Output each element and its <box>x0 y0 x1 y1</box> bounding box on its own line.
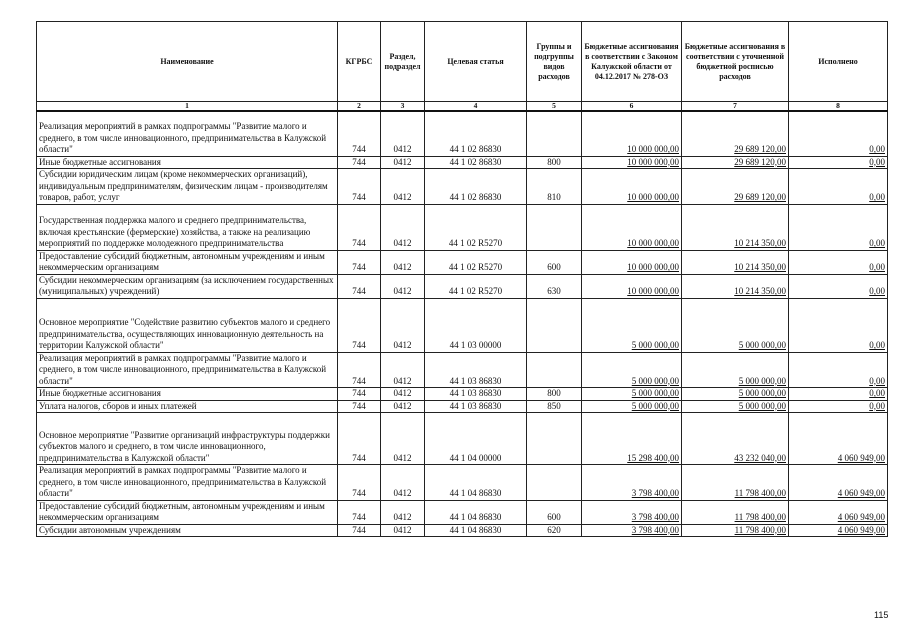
row-executed-amount: 4 060 949,00 <box>789 500 888 524</box>
header-target: Целевая статья <box>425 22 527 102</box>
row-law-amount: 10 000 000,00 <box>582 274 682 298</box>
row-target-article: 44 1 02 86830 <box>425 156 527 169</box>
row-target-article: 44 1 02 86830 <box>425 169 527 205</box>
table-row <box>37 298 888 352</box>
row-kgrbs: 744 <box>338 250 381 274</box>
page-number: 115 <box>874 610 889 620</box>
row-name: Субсидии автономным учреждениям <box>37 524 338 537</box>
header-name: Наименование <box>37 22 338 102</box>
row-section: 0412 <box>381 500 425 524</box>
table-row <box>37 500 888 524</box>
row-target-article: 44 1 04 86830 <box>425 500 527 524</box>
column-number: 5 <box>527 102 582 112</box>
row-name: Основное мероприятие "Содействие развитию субъектов малого и среднего предпринимательства, осуществляющих инновационную деятельность на территории Калужской области" <box>37 298 338 352</box>
row-target-article: 44 1 03 86830 <box>425 388 527 401</box>
row-section: 0412 <box>381 169 425 205</box>
row-section: 0412 <box>381 352 425 388</box>
row-law-amount: 5 000 000,00 <box>582 352 682 388</box>
row-expense-group: 800 <box>527 388 582 401</box>
row-refined-amount: 10 214 350,00 <box>682 250 789 274</box>
row-executed-amount: 0,00 <box>789 169 888 205</box>
row-refined-amount: 43 232 040,00 <box>682 413 789 465</box>
row-target-article: 44 1 03 86830 <box>425 352 527 388</box>
row-expense-group <box>527 298 582 352</box>
row-law-amount: 10 000 000,00 <box>582 111 682 156</box>
row-refined-amount: 11 798 400,00 <box>682 524 789 537</box>
row-refined-amount: 11 798 400,00 <box>682 465 789 501</box>
column-number: 2 <box>338 102 381 112</box>
row-section: 0412 <box>381 204 425 250</box>
row-expense-group: 850 <box>527 400 582 413</box>
row-kgrbs: 744 <box>338 413 381 465</box>
table-row <box>37 465 888 501</box>
row-expense-group <box>527 413 582 465</box>
column-number: 8 <box>789 102 888 112</box>
row-section: 0412 <box>381 156 425 169</box>
row-name: Иные бюджетные ассигнования <box>37 388 338 401</box>
row-kgrbs: 744 <box>338 156 381 169</box>
row-name: Предоставление субсидий бюджетным, автономным учреждениям и иным некоммерческим организациям <box>37 250 338 274</box>
header-group: Группы и подгруппы видов расходов <box>527 22 582 102</box>
row-expense-group: 630 <box>527 274 582 298</box>
row-executed-amount: 4 060 949,00 <box>789 465 888 501</box>
row-refined-amount: 11 798 400,00 <box>682 500 789 524</box>
row-law-amount: 3 798 400,00 <box>582 524 682 537</box>
row-expense-group <box>527 204 582 250</box>
row-kgrbs: 744 <box>338 465 381 501</box>
row-section: 0412 <box>381 274 425 298</box>
row-refined-amount: 29 689 120,00 <box>682 169 789 205</box>
table-row <box>37 524 888 537</box>
row-executed-amount: 0,00 <box>789 250 888 274</box>
row-name: Уплата налогов, сборов и иных платежей <box>37 400 338 413</box>
row-refined-amount: 29 689 120,00 <box>682 156 789 169</box>
column-number: 6 <box>582 102 682 112</box>
row-kgrbs: 744 <box>338 500 381 524</box>
header-section: Раздел, подраздел <box>381 22 425 102</box>
table-row <box>37 388 888 401</box>
row-target-article: 44 1 02 R5270 <box>425 274 527 298</box>
column-number: 3 <box>381 102 425 112</box>
table-row <box>37 413 888 465</box>
row-section: 0412 <box>381 111 425 156</box>
row-executed-amount: 4 060 949,00 <box>789 524 888 537</box>
row-executed-amount: 0,00 <box>789 274 888 298</box>
row-kgrbs: 744 <box>338 388 381 401</box>
row-law-amount: 3 798 400,00 <box>582 465 682 501</box>
row-expense-group: 810 <box>527 169 582 205</box>
row-refined-amount: 10 214 350,00 <box>682 274 789 298</box>
table-row <box>37 169 888 205</box>
row-refined-amount: 5 000 000,00 <box>682 400 789 413</box>
header-law: Бюджетные ассигнования в соответствии с Законом Калужской области от 04.12.2017 № 278-ОЗ <box>582 22 682 102</box>
row-executed-amount: 0,00 <box>789 111 888 156</box>
row-expense-group: 620 <box>527 524 582 537</box>
header-kgrbs: КГРБС <box>338 22 381 102</box>
row-refined-amount: 5 000 000,00 <box>682 388 789 401</box>
row-name: Реализация мероприятий в рамках подпрограммы "Развитие малого и среднего, в том числе инновационного, предпринимательства в Калужской области" <box>37 111 338 156</box>
row-law-amount: 5 000 000,00 <box>582 388 682 401</box>
row-name: Реализация мероприятий в рамках подпрограммы "Развитие малого и среднего, в том числе инновационного, предпринимательства в Калужской области" <box>37 465 338 501</box>
row-executed-amount: 0,00 <box>789 400 888 413</box>
table-row <box>37 274 888 298</box>
column-number: 1 <box>37 102 338 112</box>
row-executed-amount: 0,00 <box>789 204 888 250</box>
row-section: 0412 <box>381 388 425 401</box>
row-executed-amount: 0,00 <box>789 388 888 401</box>
column-number-row <box>37 102 888 112</box>
row-executed-amount: 4 060 949,00 <box>789 413 888 465</box>
row-target-article: 44 1 03 86830 <box>425 400 527 413</box>
row-law-amount: 10 000 000,00 <box>582 250 682 274</box>
budget-table <box>36 21 888 537</box>
table-row <box>37 111 888 156</box>
row-law-amount: 10 000 000,00 <box>582 169 682 205</box>
row-law-amount: 5 000 000,00 <box>582 298 682 352</box>
row-kgrbs: 744 <box>338 204 381 250</box>
row-law-amount: 3 798 400,00 <box>582 500 682 524</box>
table-row <box>37 400 888 413</box>
row-kgrbs: 744 <box>338 524 381 537</box>
row-target-article: 44 1 03 00000 <box>425 298 527 352</box>
row-executed-amount: 0,00 <box>789 352 888 388</box>
row-kgrbs: 744 <box>338 400 381 413</box>
row-expense-group: 800 <box>527 156 582 169</box>
row-kgrbs: 744 <box>338 352 381 388</box>
row-target-article: 44 1 04 86830 <box>425 465 527 501</box>
row-executed-amount: 0,00 <box>789 298 888 352</box>
table-body <box>37 111 888 537</box>
column-number: 4 <box>425 102 527 112</box>
table-row <box>37 352 888 388</box>
row-target-article: 44 1 04 00000 <box>425 413 527 465</box>
row-name: Субсидии юридическим лицам (кроме некоммерческих организаций), индивидуальным предпринимателям, физическим лицам - производителям товаров, работ, услуг <box>37 169 338 205</box>
row-target-article: 44 1 02 R5270 <box>425 204 527 250</box>
row-name: Государственная поддержка малого и среднего предпринимательства, включая крестьянские (фермерские) хозяйства, а также на реализацию мероприятий по поддержке молодежного предпринимательства <box>37 204 338 250</box>
row-kgrbs: 744 <box>338 169 381 205</box>
row-law-amount: 10 000 000,00 <box>582 204 682 250</box>
row-name: Иные бюджетные ассигнования <box>37 156 338 169</box>
row-name: Предоставление субсидий бюджетным, автономным учреждениям и иным некоммерческим организациям <box>37 500 338 524</box>
column-number: 7 <box>682 102 789 112</box>
row-section: 0412 <box>381 298 425 352</box>
row-refined-amount: 5 000 000,00 <box>682 298 789 352</box>
row-refined-amount: 10 214 350,00 <box>682 204 789 250</box>
row-expense-group: 600 <box>527 250 582 274</box>
row-name: Субсидии некоммерческим организациям (за исключением государственных (муниципальных) учреждений) <box>37 274 338 298</box>
row-name: Реализация мероприятий в рамках подпрограммы "Развитие малого и среднего, в том числе инновационного, предпринимательства в Калужской области" <box>37 352 338 388</box>
row-kgrbs: 744 <box>338 274 381 298</box>
row-law-amount: 15 298 400,00 <box>582 413 682 465</box>
row-target-article: 44 1 04 86830 <box>425 524 527 537</box>
row-expense-group: 600 <box>527 500 582 524</box>
row-executed-amount: 0,00 <box>789 156 888 169</box>
row-section: 0412 <box>381 465 425 501</box>
header-refined: Бюджетные ассигнования в соответствии с уточненной бюджетной росписью расходов <box>682 22 789 102</box>
row-section: 0412 <box>381 524 425 537</box>
row-expense-group <box>527 465 582 501</box>
row-name: Основное мероприятие "Развитие организаций инфраструктуры поддержки субъектов малого и среднего, в том числе инновационного, предпринимательства в Калужской области" <box>37 413 338 465</box>
row-kgrbs: 744 <box>338 298 381 352</box>
row-section: 0412 <box>381 413 425 465</box>
row-expense-group <box>527 111 582 156</box>
header-row <box>37 22 888 102</box>
table-row <box>37 156 888 169</box>
row-section: 0412 <box>381 250 425 274</box>
row-kgrbs: 744 <box>338 111 381 156</box>
row-target-article: 44 1 02 86830 <box>425 111 527 156</box>
header-executed: Исполнено <box>789 22 888 102</box>
row-law-amount: 5 000 000,00 <box>582 400 682 413</box>
row-law-amount: 10 000 000,00 <box>582 156 682 169</box>
row-section: 0412 <box>381 400 425 413</box>
table-row <box>37 204 888 250</box>
table-row <box>37 250 888 274</box>
row-refined-amount: 29 689 120,00 <box>682 111 789 156</box>
row-expense-group <box>527 352 582 388</box>
row-target-article: 44 1 02 R5270 <box>425 250 527 274</box>
row-refined-amount: 5 000 000,00 <box>682 352 789 388</box>
